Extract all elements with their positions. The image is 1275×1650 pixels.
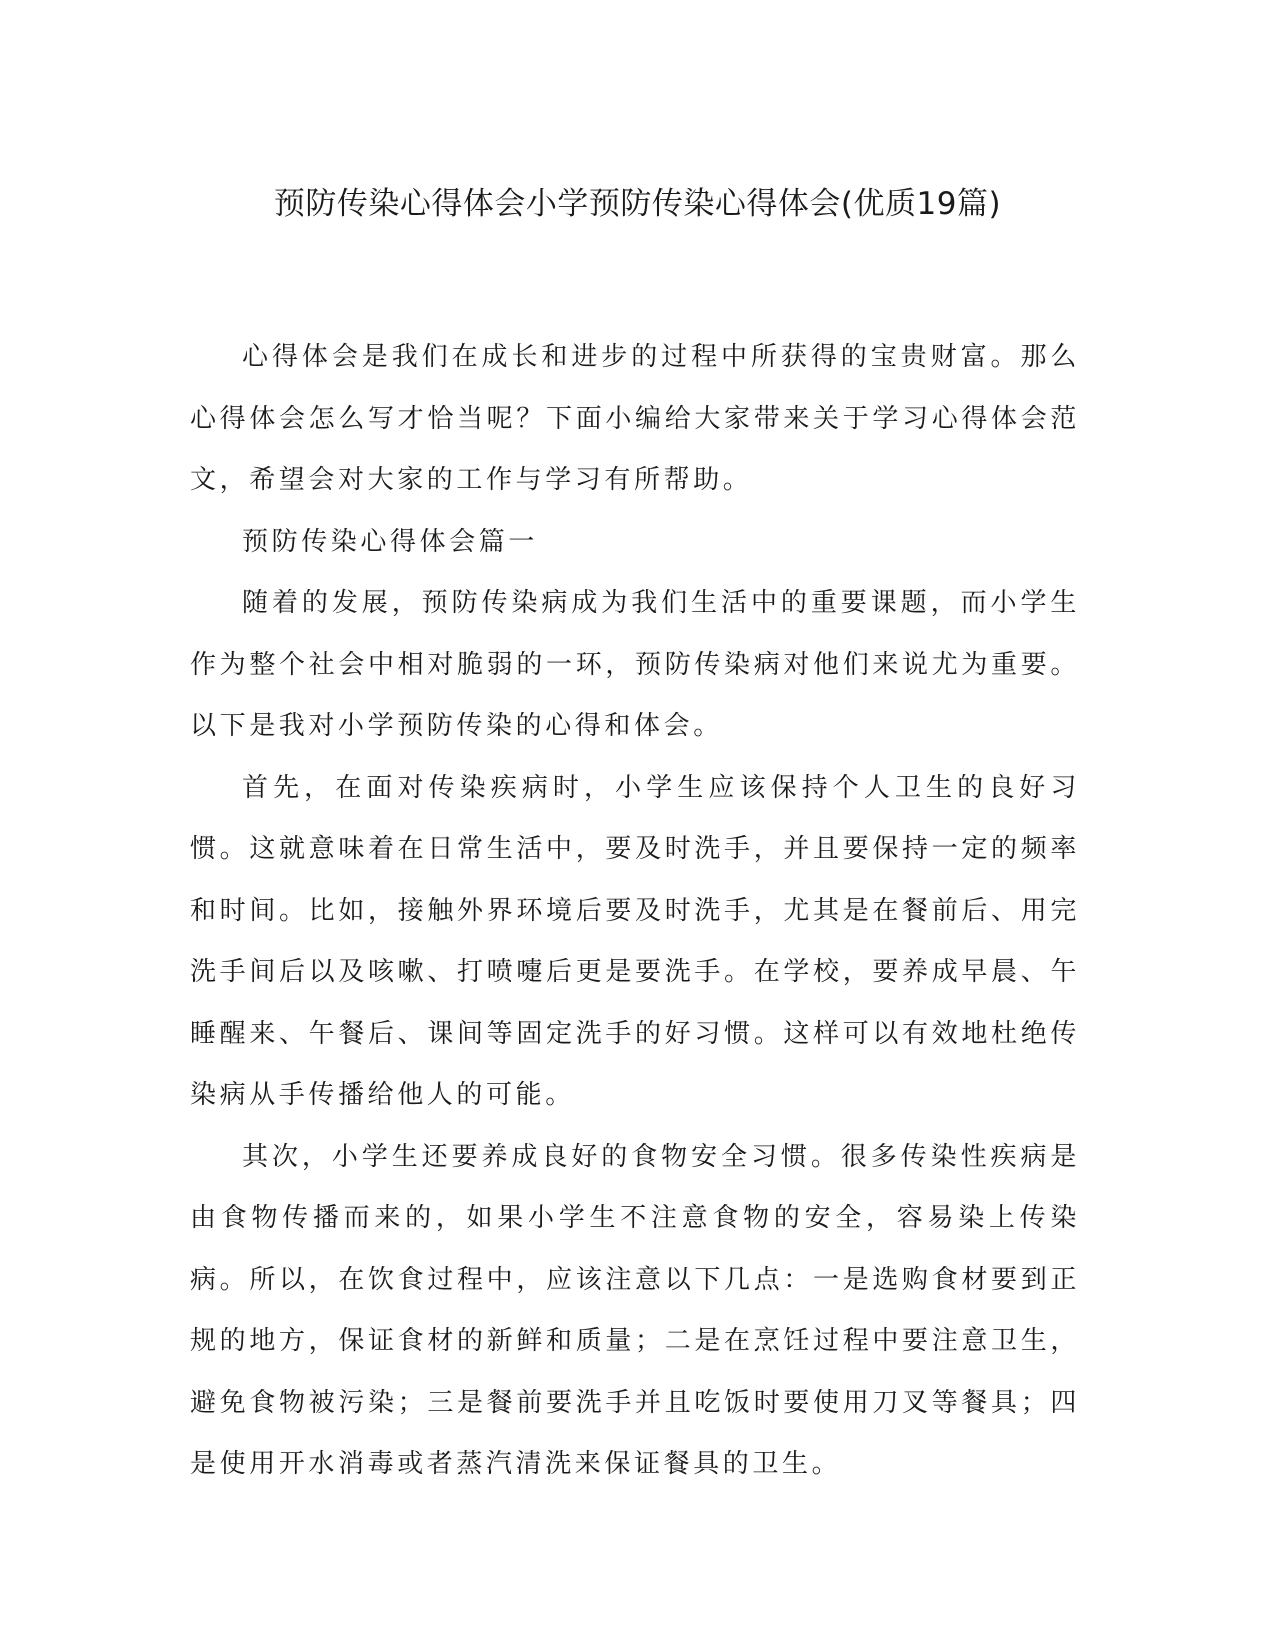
document-title: 预防传染心得体会小学预防传染心得体会(优质19篇) [273,186,1002,222]
body-paragraph: 首先，在面对传染疾病时，小学生应该保持个人卫生的良好习惯。这就意味着在日常生活中，要及时洗手，并且要保持一定的频率和时间。比如，接触外界环境后要及时洗手，尤其是在餐前后、用完洗手间后以及咳嗽、打喷嚏后更是要洗手。在学校，要养成早晨、午睡醒来、午餐后、课间等固定洗手的好习惯。这样可以有效地杜绝传染病从手传播给他人的可能。 [190,772,1080,1110]
section-heading: 预防传染心得体会篇一 [242,526,539,557]
document-body [190,327,1080,1496]
body-paragraph: 其次，小学生还要养成良好的食物安全习惯。很多传染性疾病是由食物传播而来的，如果小学生不注意食物的安全，容易染上传染病。所以，在饮食过程中，应该注意以下几点：一是选购食材要到正规的地方，保证食材的新鲜和质量；二是在烹饪过程中要注意卫生，避免食物被污染；三是餐前要洗手并且吃饭时要使用刀叉等餐具；四是使用开水消毒或者蒸汽清洗来保证餐具的卫生。 [190,1141,1080,1479]
body-paragraph: 随着的发展，预防传染病成为我们生活中的重要课题，而小学生作为整个社会中相对脆弱的一环，预防传染病对他们来说尤为重要。以下是我对小学预防传染的心得和体会。 [190,588,1080,741]
intro-paragraph: 心得体会是我们在成长和进步的过程中所获得的宝贵财富。那么心得体会怎么写才恰当呢？下面小编给大家带来关于学习心得体会范文，希望会对大家的工作与学习有所帮助。 [190,342,1080,495]
